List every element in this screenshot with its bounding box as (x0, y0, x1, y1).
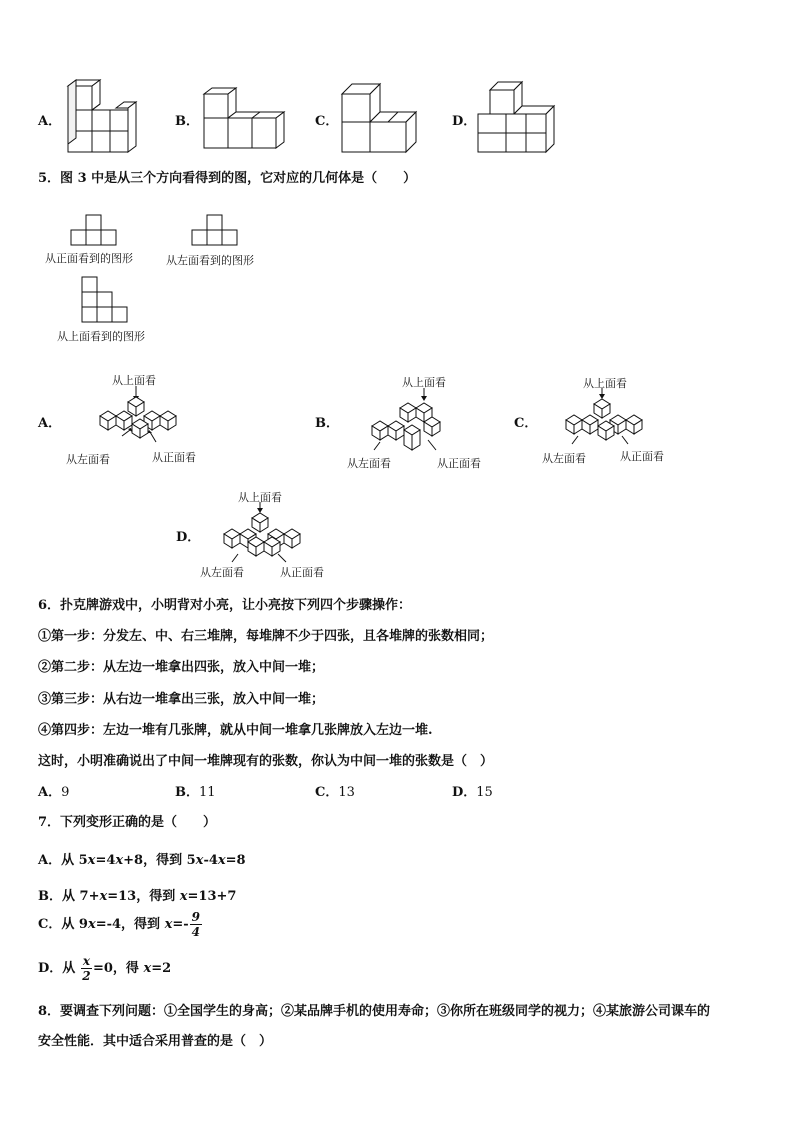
q6-step-2: ②第二步：从左边一堆拿出四张，放入中间一堆； (38, 660, 325, 675)
q6-option-b[interactable] (175, 781, 216, 800)
q7-a-text-5: =8 (225, 853, 246, 868)
q7-a-text-4: -4 (203, 853, 218, 868)
q7-a-var-2: x (115, 853, 124, 868)
q7-c-numerator: 9 (191, 910, 200, 924)
q7-b-var-1: x (99, 889, 108, 904)
q5-figure-d (218, 502, 308, 566)
q6-option-b-value: 11 (199, 785, 216, 800)
q7-a-text-3: +8，得到 5 (123, 853, 196, 868)
q5-figure-c (562, 388, 652, 450)
q5-front-view-caption: 从正面看到的图形 (45, 252, 133, 265)
q7-option-b-letter: B． (38, 889, 62, 904)
q6-step-1: ①第一步：分发左、中、右三堆牌，每堆牌不少于四张，且各堆牌的张数相同； (38, 629, 494, 644)
q5-b-front-label: 从正面看 (437, 457, 481, 470)
q7-a-text-1: 从 5 (61, 853, 88, 868)
q5-a-left-label: 从左面看 (66, 453, 110, 466)
q7-option-a[interactable] (38, 849, 246, 868)
q7-option-c[interactable] (38, 910, 203, 939)
q5-stem: 5．图 3 中是从三个方向看得到的图，它对应的几何体是（ ） (38, 171, 417, 186)
q8-line-2: 安全性能．其中适合采用普查的是（ ） (38, 1034, 273, 1049)
q5-left-view-caption: 从左面看到的图形 (166, 254, 254, 267)
q5-option-b-label[interactable]: B． (315, 416, 339, 431)
q5-d-top-label: 从上面看 (238, 491, 282, 504)
q7-c-fraction (190, 910, 202, 939)
q6-step-3: ③第三步：从右边一堆拿出三张，放入中间一堆； (38, 692, 325, 707)
q5-d-left-label: 从左面看 (200, 566, 244, 579)
q4-option-b-label[interactable]: B． (175, 114, 199, 129)
q7-d-fraction (81, 954, 92, 983)
q4-option-d-label[interactable]: D． (452, 114, 477, 129)
q7-a-text-2: =4 (95, 853, 116, 868)
q7-c-var-2: x (164, 917, 173, 932)
q7-d-denominator: 2 (82, 969, 91, 983)
q5-a-front-label: 从正面看 (152, 451, 196, 464)
q7-b-var-2: x (179, 889, 188, 904)
q7-b-text-2: =13，得到 (107, 889, 180, 904)
q6-option-a[interactable] (38, 781, 69, 800)
q7-c-text-2: =-4，得到 (95, 917, 165, 932)
q4-option-c-label[interactable]: C． (315, 114, 339, 129)
q8-line-1: 8．要调查下列问题：①全国学生的身高；②某品牌手机的使用寿命；③你所在班级同学的视力；④某旅游公司课车的 (38, 1004, 711, 1019)
q6-option-c[interactable] (315, 781, 355, 800)
q4-figure-b (200, 86, 286, 156)
q4-figure-c (338, 78, 418, 156)
q7-c-denominator: 4 (191, 925, 200, 939)
q5-top-view (81, 276, 129, 324)
q7-c-text-1: 从 9 (61, 917, 88, 932)
q5-c-front-label: 从正面看 (620, 450, 664, 463)
q5-figure-b (368, 388, 468, 454)
q7-c-var-1: x (87, 917, 96, 932)
q4-figure-d (476, 80, 556, 156)
q5-d-front-label: 从正面看 (280, 566, 324, 579)
q6-option-a-value: 9 (61, 785, 70, 800)
q6-option-a-letter: A． (38, 785, 62, 800)
q5-option-c-label[interactable]: C． (514, 416, 538, 431)
q6-question: 这时，小明准确说出了中间一堆牌现有的张数，你认为中间一堆的张数是（ ） (38, 754, 494, 769)
q7-d-text-1: 从 (62, 961, 80, 976)
q7-option-a-letter: A． (38, 853, 62, 868)
q7-d-text-3: =2 (151, 961, 172, 976)
q5-top-view-caption: 从上面看到的图形 (57, 330, 145, 343)
q7-a-var-1: x (87, 853, 96, 868)
q6-option-c-letter: C． (315, 785, 339, 800)
q5-b-left-label: 从左面看 (347, 457, 391, 470)
q5-front-view (70, 214, 118, 246)
q7-option-b[interactable] (38, 885, 236, 904)
q5-option-a-label[interactable]: A． (38, 416, 62, 431)
q6-stem: 6．扑克牌游戏中，小明背对小亮，让小亮按下列四个步骤操作： (38, 598, 412, 613)
q6-option-d-letter: D． (452, 785, 477, 800)
q7-option-c-letter: C． (38, 917, 62, 932)
q7-option-d-letter: D． (38, 961, 63, 976)
q7-a-var-4: x (217, 853, 226, 868)
q7-d-numerator: x (82, 954, 90, 968)
q7-d-var-1: x (143, 961, 152, 976)
q5-c-left-label: 从左面看 (542, 452, 586, 465)
q7-a-var-3: x (195, 853, 204, 868)
q6-option-d-value: 15 (476, 785, 493, 800)
q7-b-text-1: 从 7+ (62, 889, 100, 904)
q5-b-top-label: 从上面看 (402, 376, 446, 389)
q5-c-top-label: 从上面看 (583, 377, 627, 390)
q5-a-top-label: 从上面看 (112, 374, 156, 387)
q6-step-4: ④第四步：左边一堆有几张牌，就从中间一堆拿几张牌放入左边一堆. (38, 723, 433, 738)
q4-figure-a (62, 78, 138, 156)
q7-c-text-3: =- (172, 917, 189, 932)
q7-stem: 7．下列变形正确的是（ ） (38, 815, 217, 830)
q6-option-c-value: 13 (338, 785, 355, 800)
q5-left-view (191, 214, 239, 246)
q7-option-d[interactable] (38, 954, 171, 983)
q4-option-a-label[interactable]: A． (38, 114, 62, 129)
q7-d-text-2: =0，得 (92, 961, 144, 976)
q5-figure-a (92, 386, 192, 450)
q7-b-text-3: =13+7 (187, 889, 237, 904)
q5-option-d-label[interactable]: D． (176, 530, 201, 545)
q6-option-d[interactable] (452, 781, 493, 800)
q6-option-b-letter: B． (175, 785, 199, 800)
